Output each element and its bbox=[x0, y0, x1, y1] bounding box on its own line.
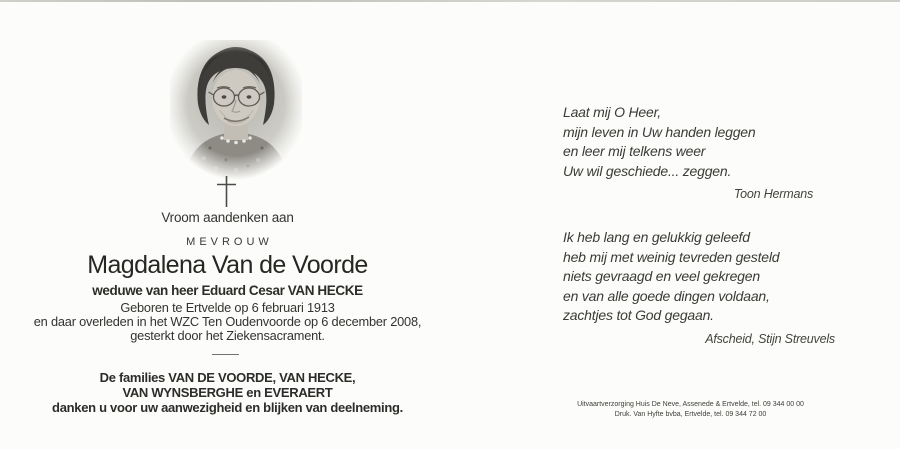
poem-line: Uw wil geschiede... zeggen. bbox=[563, 162, 732, 179]
death-line-2: gesterkt door het Ziekensacrament. bbox=[130, 328, 325, 343]
poem-line: Ik heb lang en gelukkig geleefd bbox=[563, 229, 750, 245]
deceased-name: Magdalena Van de Voorde bbox=[87, 251, 368, 279]
poem-line: mijn leven in Uw handen leggen bbox=[563, 123, 756, 140]
poem-laat-mij-o-heer bbox=[563, 103, 813, 205]
portrait-photo-icon bbox=[170, 40, 302, 180]
death-line-1: en daar overleden in het WZC Ten Oudenvoorde op 6 december 2008, bbox=[33, 314, 422, 329]
poem-line: niets gevraagd en veel gekregen bbox=[563, 268, 760, 284]
poem-line: zachtjes tot God gegaan. bbox=[563, 307, 714, 323]
imprint-line-2: Druk. Van Hyfte bvba, Ertvelde, tel. 09 344 72 00 bbox=[614, 410, 767, 418]
families-line-2: VAN WYNSBERGHE en EVERAERT bbox=[122, 384, 333, 400]
poem-line: en leer mij telkens weer bbox=[563, 143, 706, 159]
thanks-line: danken u voor uw aanwezigheid en blijken van deelneming. bbox=[52, 399, 403, 415]
memorial-right-panel bbox=[455, 0, 900, 449]
families-line-1: De families VAN DE VOORDE, VAN HECKE, bbox=[99, 370, 356, 385]
funeral-home-imprint bbox=[553, 400, 828, 419]
divider-rule bbox=[212, 354, 239, 355]
imprint-line-1: Uitvaartverzorging Huis De Neve, Assenede & Ertvelde, tel. 09 344 00 00 bbox=[577, 401, 804, 408]
relation-line: weduwe van heer Eduard Cesar VAN HECKE bbox=[92, 283, 363, 298]
poem-line: en van alle goede dingen voldaan, bbox=[563, 287, 770, 304]
poem-line: Laat mij O Heer, bbox=[563, 104, 661, 120]
families-thanks-block bbox=[0, 371, 455, 415]
life-dates-block bbox=[0, 301, 455, 343]
intro-text: Vroom aandenken aan bbox=[161, 210, 294, 225]
poem-attribution: Toon Hermans bbox=[733, 187, 813, 201]
cross-icon bbox=[206, 175, 247, 208]
birth-line: Geboren te Ertvelde op 6 februari 1913 bbox=[120, 300, 335, 315]
honorific-title: MEVROUW bbox=[186, 236, 273, 248]
poem-line: heb mij met weinig tevreden gesteld bbox=[563, 248, 780, 265]
poem-attribution: Afscheid, Stijn Streuvels bbox=[705, 331, 835, 346]
poem-afscheid bbox=[563, 228, 835, 349]
